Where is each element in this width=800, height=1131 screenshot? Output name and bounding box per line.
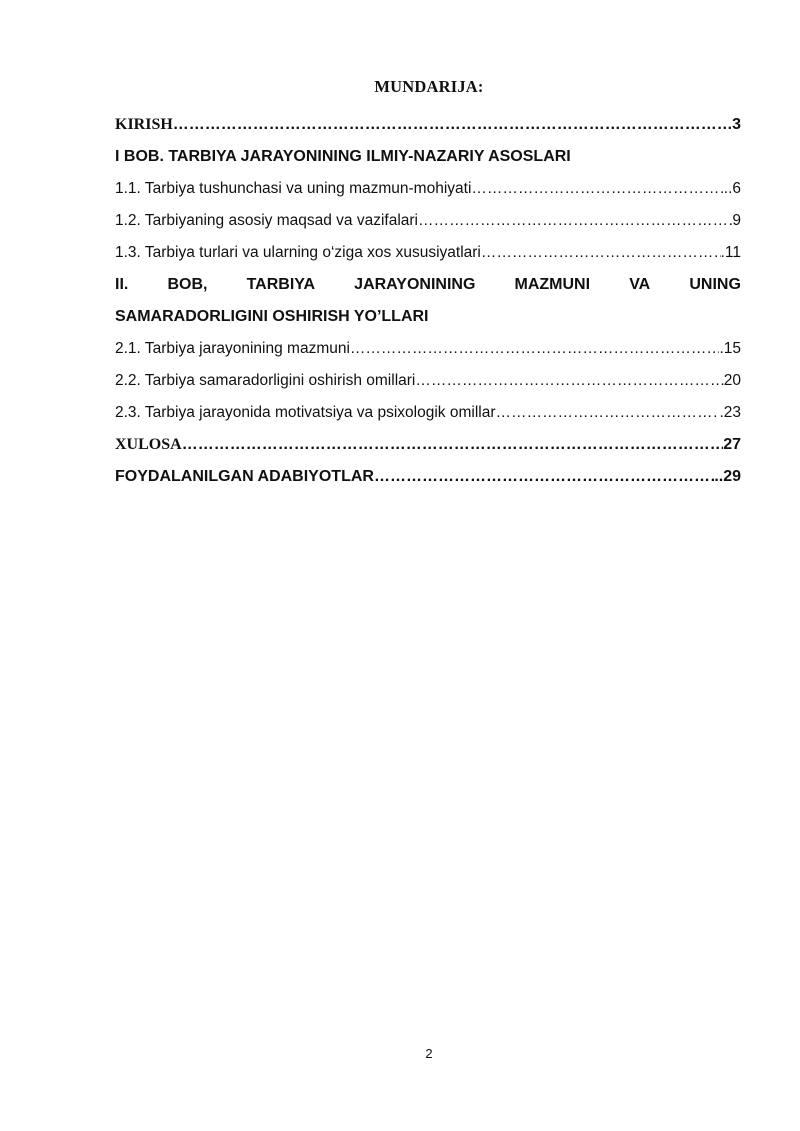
toc-entry-page: 3 xyxy=(732,116,741,133)
toc-entry-kirish[interactable] xyxy=(115,109,741,141)
toc-entry-label: KIRISH xyxy=(115,116,173,133)
heading-word: VA xyxy=(629,276,651,293)
toc-entry-1-3[interactable] xyxy=(115,237,741,269)
leader-dots xyxy=(415,365,723,397)
heading-word: TARBIYA xyxy=(246,276,316,293)
toc-entry-label: FOYDALANILGAN ADABIYOTLAR xyxy=(115,468,374,485)
toc-chapter-1-heading[interactable]: I BOB. TARBIYA JARAYONINING ILMIY-NAZARIY ASOSLARI xyxy=(115,148,571,165)
toc-entry-xulosa[interactable] xyxy=(115,429,741,461)
toc-entry-1-2[interactable] xyxy=(115,205,741,237)
toc-entry-label: 1.2. Tarbiyaning asosiy maqsad va vazifalari xyxy=(115,212,418,229)
toc-entry-1-1[interactable] xyxy=(115,173,741,205)
toc-entry-page: 27 xyxy=(723,436,741,453)
toc-entry-label: XULOSA xyxy=(115,436,182,453)
page-title: MUNDARIJA: xyxy=(374,77,484,96)
leader-dots xyxy=(496,397,720,429)
leader-dots xyxy=(481,237,721,269)
leader-dots xyxy=(418,205,732,237)
heading-word: II. xyxy=(115,276,129,293)
toc-chapter-2-heading-line-2[interactable]: SAMARADORLIGINI OSHIRISH YO’LLARI xyxy=(115,308,429,325)
toc-entry-page: .15 xyxy=(719,340,741,357)
heading-word: UNING xyxy=(689,276,741,293)
heading-word: MAZMUNI xyxy=(514,276,591,293)
toc-entry-2-1[interactable] xyxy=(115,333,741,365)
toc-entry-page: ..29 xyxy=(714,468,741,485)
leader-dots xyxy=(350,333,720,365)
leader-dots xyxy=(182,429,724,461)
toc-entry-adabiyotlar[interactable] xyxy=(115,461,741,493)
toc-entry-page: ..6 xyxy=(723,180,741,197)
leader-dots xyxy=(471,173,723,205)
toc-entry-page: 20 xyxy=(723,372,741,389)
leader-dots xyxy=(173,109,732,141)
toc-entry-page: .11 xyxy=(720,244,741,261)
toc-entry-label: 1.3. Tarbiya turlari va ularning o‘ziga xos xususiyatlari xyxy=(115,244,481,261)
toc-entry-label: 1.1. Tarbiya tushunchasi va uning mazmun-mohiyati xyxy=(115,180,472,197)
heading-word: JARAYONINING xyxy=(354,276,476,293)
table-of-contents xyxy=(115,109,741,493)
toc-entry-page: 9 xyxy=(732,212,741,229)
toc-entry-2-2[interactable] xyxy=(115,365,741,397)
toc-entry-label: 2.3. Tarbiya jarayonida motivatsiya va psixologik omillar xyxy=(115,404,496,421)
page-number: 2 xyxy=(425,1046,433,1061)
toc-entry-2-3[interactable] xyxy=(115,397,741,429)
heading-word: BOB, xyxy=(167,276,208,293)
leader-dots xyxy=(374,461,714,493)
toc-entry-label: 2.1. Tarbiya jarayonining mazmuni xyxy=(115,340,350,357)
toc-entry-page: .23 xyxy=(719,404,741,421)
toc-entry-label: 2.2. Tarbiya samaradorligini oshirish omillari xyxy=(115,372,416,389)
toc-chapter-2-heading-line-1[interactable] xyxy=(115,269,741,301)
